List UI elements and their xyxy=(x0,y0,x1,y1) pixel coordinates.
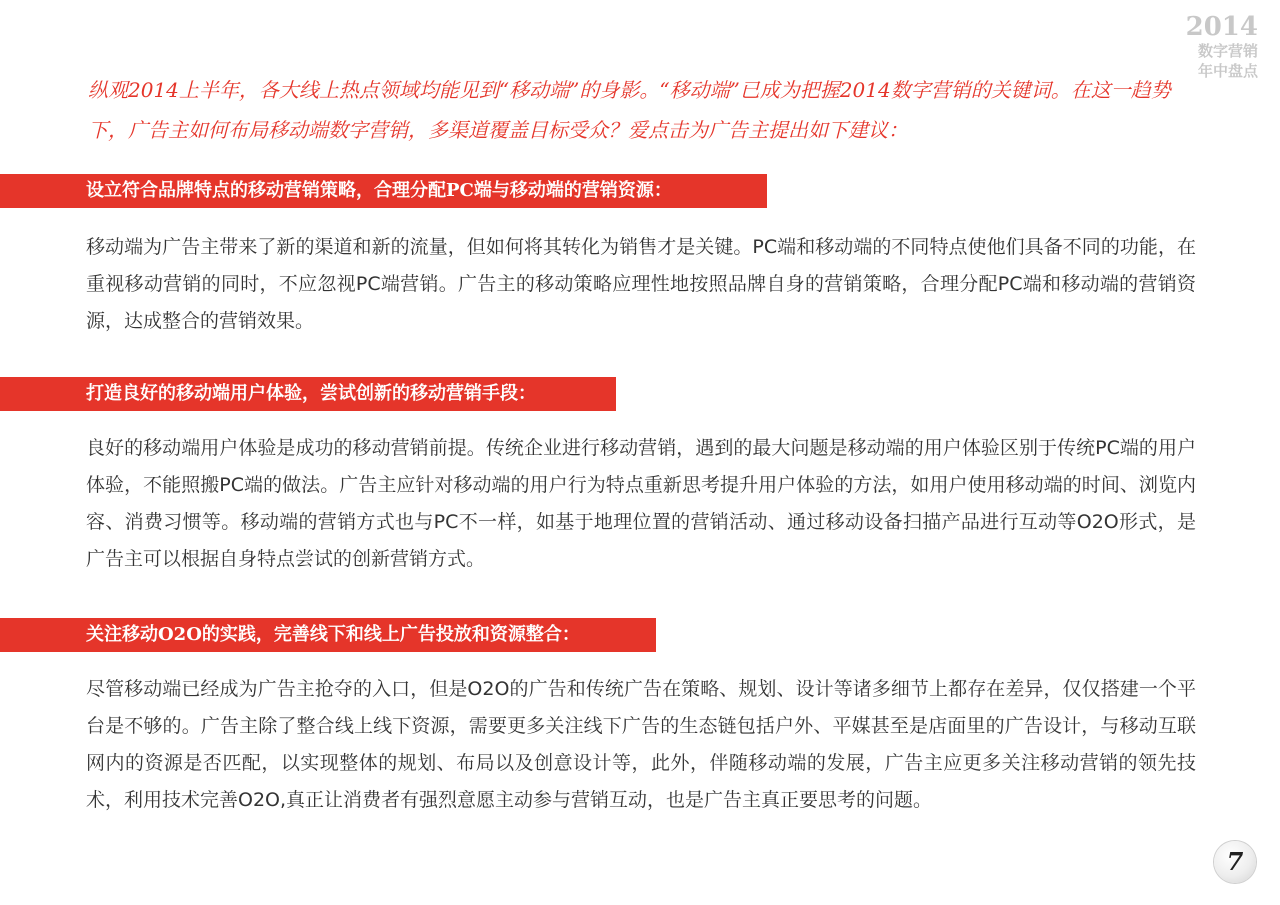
section-heading-user-experience: 打造良好的移动端用户体验，尝试创新的移动营销手段： xyxy=(0,377,616,411)
brand-line-2: 年中盘点 xyxy=(1197,62,1258,80)
section-body-o2o-practice: 尽管移动端已经成为广告主抢夺的入口，但是O2O的广告和传统广告在策略、规划、设计等诸多细节上都存在差异，仅仅搭建一个平台是不够的。广告主除了整合线上线下资源，需要更多关注线下广告的生态链包括户外、平媒甚至是店面里的广告设计，与移动互联网内的资源是否匹配，以实现整体的规划、布局以及创意设计等，此外，伴随移动端的发展，广告主应更多关注移动营销的领先技术，利用技术完善O2O,真正让消费者有强烈意愿主动参与营销互动，也是广告主真正要思考的问题。 xyxy=(86,678,1196,811)
section-heading-mobile-strategy: 设立符合品牌特点的移动营销策略，合理分配PC端与移动端的营销资源： xyxy=(0,174,767,208)
brand-year: 2014 xyxy=(1185,12,1258,42)
section-body-user-experience: 良好的移动端用户体验是成功的移动营销前提。传统企业进行移动营销，遇到的最大问题是移动端的用户体验区别于传统PC端的用户体验，不能照搬PC端的做法。广告主应针对移动端的用户行为特点重新思考提升用户体验的方法，如用户使用移动端的时间、浏览内容、消费习惯等。移动端的营销方式也与PC不一样，如基于地理位置的营销活动、通过移动设备扫描产品进行互动等O2O形式，是广告主可以根据自身特点尝试的创新营销方式。 xyxy=(86,437,1196,570)
section-heading-o2o-practice: 关注移动O2O的实践，完善线下和线上广告投放和资源整合： xyxy=(0,618,656,652)
page-number-badge: 7 xyxy=(1214,841,1256,883)
brand-line-1: 数字营销 xyxy=(1197,42,1258,60)
section-body-mobile-strategy: 移动端为广告主带来了新的渠道和新的流量，但如何将其转化为销售才是关键。PC端和移动端的不同特点使他们具备不同的功能，在重视移动营销的同时，不应忽视PC端营销。广告主的移动策略应理性地按照品牌自身的营销策略，合理分配PC端和移动端的营销资源，达成整合的营销效果。 xyxy=(86,236,1196,332)
intro-paragraph: 纵观2014上半年，各大线上热点领域均能见到“移动端”的身影。“移动端”已成为把握2014数字营销的关键词。在这一趋势下，广告主如何布局移动端数字营销，多渠道覆盖目标受众？爱点击为广告主提出如下建议： xyxy=(88,78,1171,142)
